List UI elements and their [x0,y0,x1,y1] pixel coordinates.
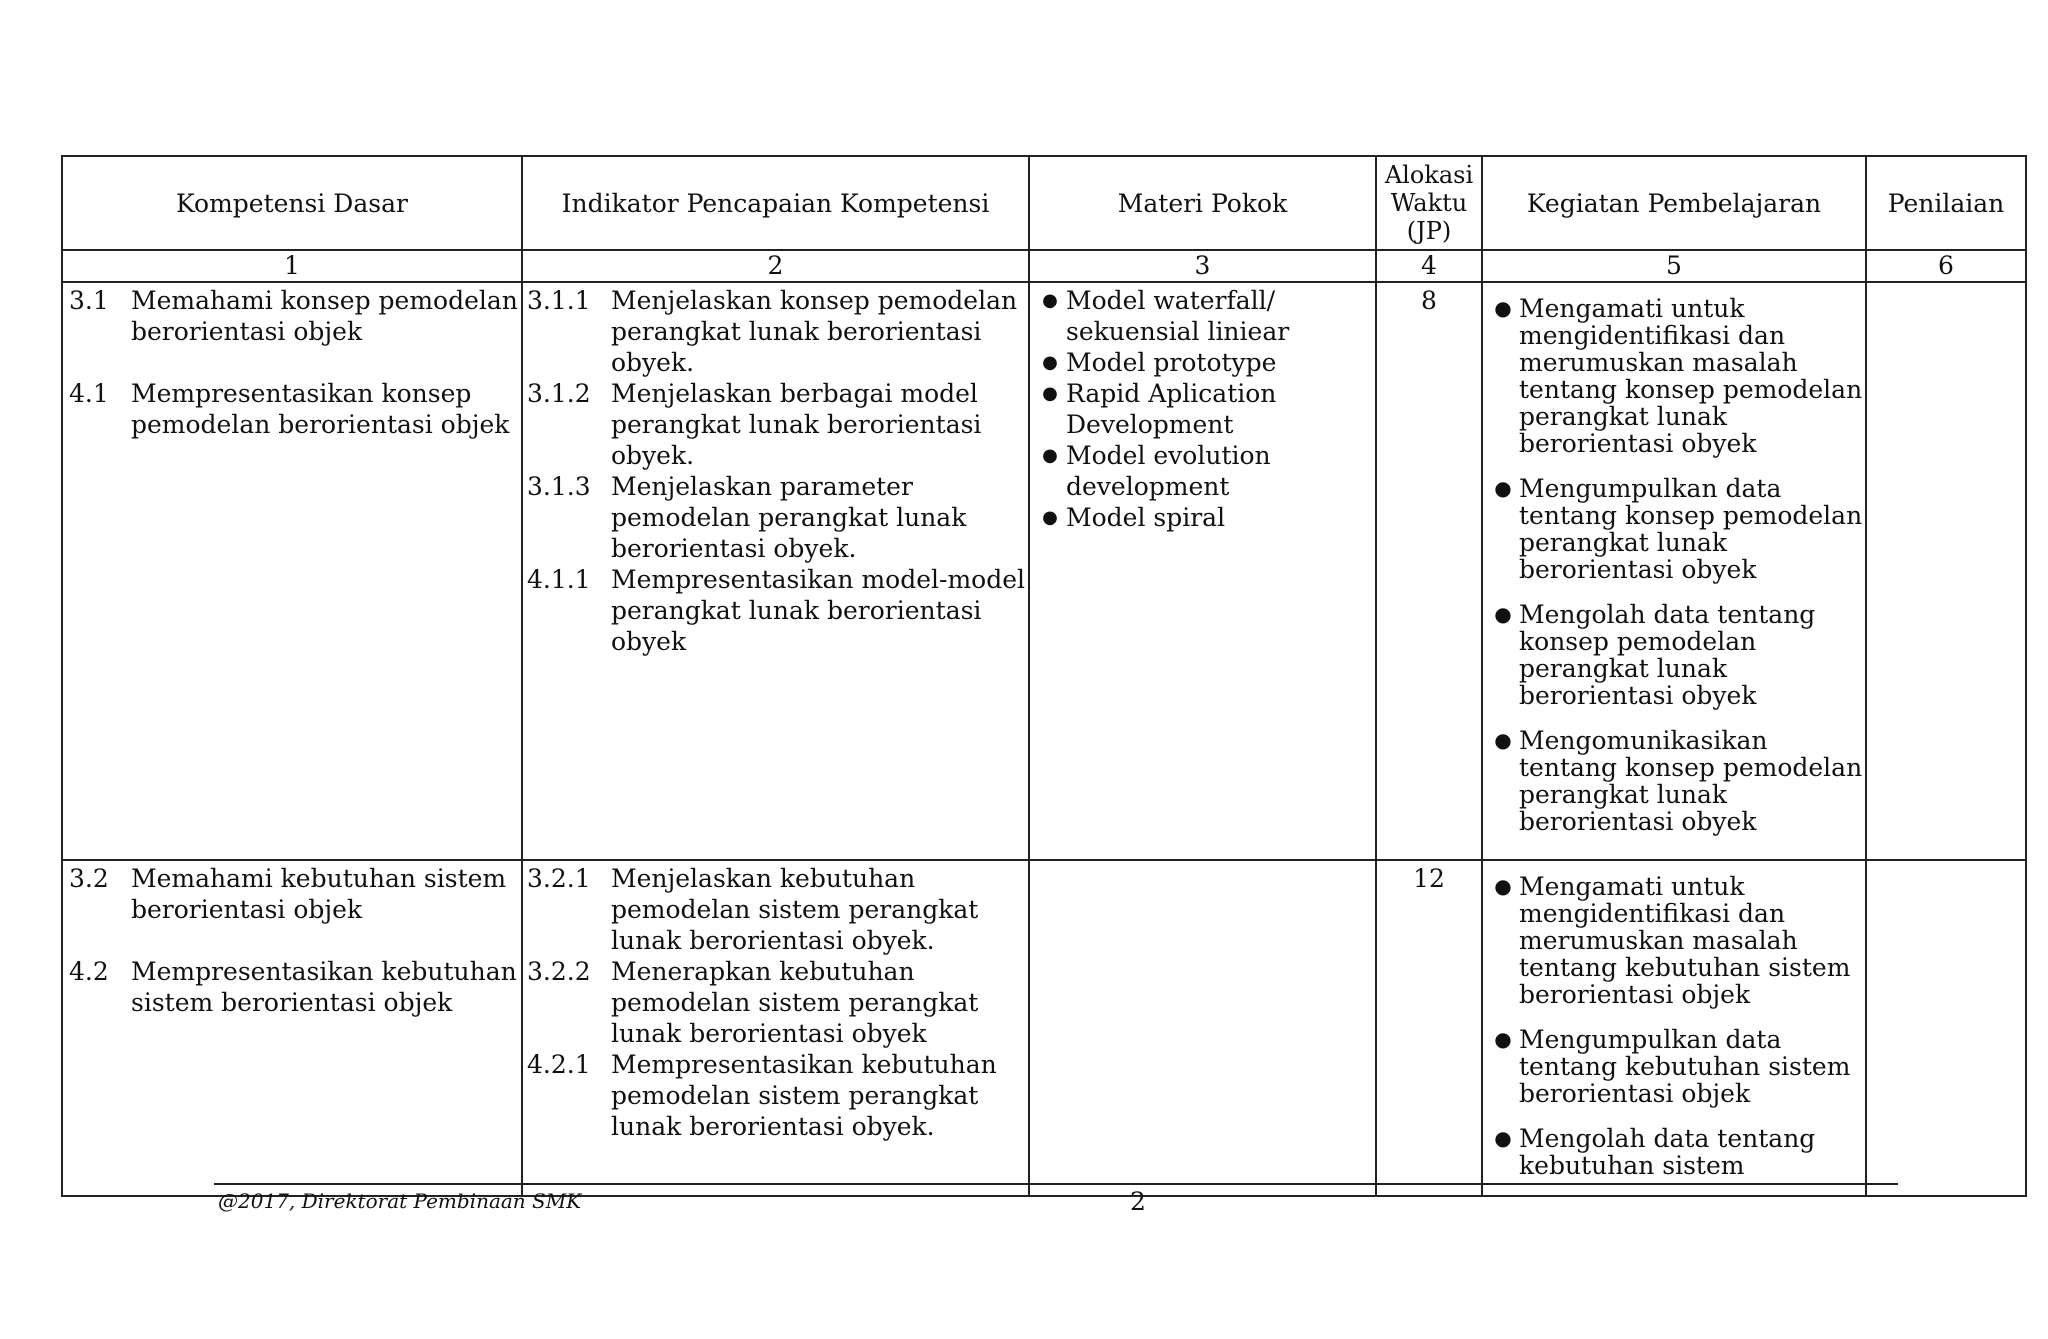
list-item [1487,1125,1865,1179]
indikator-number: 3.2.2 [527,957,591,986]
bullet-icon: ● [1494,874,1512,898]
list-item [1487,475,1865,583]
kegiatan-cell [1482,282,1866,860]
header-row [62,156,2026,250]
indikator-item [523,564,1028,657]
bullet-icon: ● [1042,290,1058,311]
column-number: 4 [1376,250,1482,282]
list-item [1487,873,1865,1008]
kd-item [63,863,521,925]
indikator-number: 3.1.2 [527,379,591,408]
list-item [1487,727,1865,835]
kd-cell [62,860,522,1196]
indikator-item [523,471,1028,564]
column-number: 5 [1482,250,1866,282]
header-alokasi-line3: (JP) [1406,217,1452,245]
table-row [62,282,2026,860]
alokasi-cell [1376,860,1482,1196]
header-penilaian: Penilaian [1866,156,2026,250]
kegiatan-text: Mengamati untuk mengidentifikasi dan merumuskan masalah tentang kebutuhan sistem berorientasi objek [1519,872,1851,1009]
indikator-text: Mempresentasikan kebutuhan pemodelan sistem perangkat lunak berorientasi obyek. [611,1050,997,1141]
indikator-item [523,285,1028,378]
materi-text: Model prototype [1066,348,1277,377]
list-item [1487,1026,1865,1107]
alokasi-cell [1376,282,1482,860]
bullet-icon: ● [1494,476,1512,500]
kd-text: Memahami kebutuhan sistem berorientasi objek [131,864,507,924]
bullet-icon: ● [1042,507,1058,528]
header-alokasi-waktu [1376,156,1482,250]
footer-copyright: @2017, Direktorat Pembinaan SMK [218,1189,582,1213]
penilaian-value [1867,283,2025,847]
bullet-icon: ● [1494,602,1512,626]
alokasi-value: 12 [1413,864,1445,893]
indikator-number: 4.2.1 [527,1050,591,1079]
indikator-item [523,956,1028,1049]
bullet-icon: ● [1494,1126,1512,1150]
bullet-icon: ● [1042,383,1058,404]
kegiatan-text: Mengamati untuk mengidentifikasi dan merumuskan masalah tentang konsep pemodelan perangkat lunak berorientasi obyek [1519,294,1863,458]
column-number: 6 [1866,250,2026,282]
kd-item [63,956,521,1018]
materi-text: Rapid Aplication Development [1066,379,1277,439]
indikator-cell [522,860,1029,1196]
kd-text: Memahami konsep pemodelan berorientasi objek [131,286,518,346]
indikator-number: 4.1.1 [527,565,591,594]
indikator-item [523,378,1028,471]
page-number: 2 [1130,1187,1146,1216]
bullet-icon: ● [1494,1027,1512,1051]
kd-item [63,285,521,347]
list-item [1034,285,1375,347]
indikator-number: 3.1.3 [527,472,591,501]
table-row [62,860,2026,1196]
indikator-text: Mempresentasikan model-model perangkat lunak berorientasi obyek [611,565,1026,656]
penilaian-value [1867,861,2025,1183]
materi-cell [1029,282,1376,860]
column-number: 1 [62,250,522,282]
footer-divider [214,1183,1898,1185]
kd-number: 4.2 [69,957,109,986]
materi-text: Model waterfall/ sekuensial liniear [1066,286,1290,346]
kd-cell [62,282,522,860]
indikator-text: Menjelaskan parameter pemodelan perangkat lunak berorientasi obyek. [611,472,967,563]
header-alokasi-line1: Alokasi [1384,161,1474,189]
header-indikator: Indikator Pencapaian Kompetensi [522,156,1029,250]
alokasi-value: 8 [1421,286,1437,315]
kegiatan-list [1487,873,1865,1179]
materi-text: Model evolution development [1066,441,1271,501]
kd-number: 3.2 [69,864,109,893]
bullet-icon: ● [1494,728,1512,752]
kegiatan-list [1487,295,1865,835]
penilaian-cell [1866,282,2026,860]
kegiatan-text: Mengolah data tentang kebutuhan sistem [1519,1124,1816,1180]
indikator-number: 3.2.1 [527,864,591,893]
kd-text: Mempresentasikan konsep pemodelan berorientasi objek [131,379,510,439]
indikator-text: Menjelaskan konsep pemodelan perangkat lunak berorientasi obyek. [611,286,1018,377]
list-item [1487,295,1865,457]
header-kompetensi-dasar: Kompetensi Dasar [62,156,522,250]
list-item [1487,601,1865,709]
kegiatan-text: Mengumpulkan data tentang konsep pemodelan perangkat lunak berorientasi obyek [1519,474,1863,584]
indikator-text: Menerapkan kebutuhan pemodelan sistem perangkat lunak berorientasi obyek [611,957,979,1048]
indikator-item [523,1049,1028,1142]
indikator-text: Menjelaskan berbagai model perangkat lunak berorientasi obyek. [611,379,982,470]
materi-text: Model spiral [1066,503,1226,532]
indikator-item [523,863,1028,956]
kegiatan-cell [1482,860,1866,1196]
bullet-icon: ● [1042,445,1058,466]
kegiatan-text: Mengomunikasikan tentang konsep pemodelan perangkat lunak berorientasi obyek [1519,726,1863,836]
list-item [1034,378,1375,440]
syllabus-table [61,155,2027,1197]
kegiatan-text: Mengolah data tentang konsep pemodelan perangkat lunak berorientasi obyek [1519,600,1816,710]
kd-number: 4.1 [69,379,109,408]
header-materi-pokok: Materi Pokok [1029,156,1376,250]
column-number: 2 [522,250,1029,282]
list-item [1034,347,1375,378]
materi-cell [1029,860,1376,1196]
header-alokasi-line2: Waktu [1390,189,1468,217]
bullet-icon: ● [1042,352,1058,373]
kd-text: Mempresentasikan kebutuhan sistem berorientasi objek [131,957,517,1017]
penilaian-cell [1866,860,2026,1196]
bullet-icon: ● [1494,296,1512,320]
list-item [1034,502,1375,533]
kegiatan-text: Mengumpulkan data tentang kebutuhan sistem berorientasi objek [1519,1025,1851,1108]
indikator-cell [522,282,1029,860]
indikator-text: Menjelaskan kebutuhan pemodelan sistem perangkat lunak berorientasi obyek. [611,864,979,955]
kd-item [63,378,521,440]
list-item [1034,440,1375,502]
indikator-number: 3.1.1 [527,286,591,315]
header-kegiatan: Kegiatan Pembelajaran [1482,156,1866,250]
column-number: 3 [1029,250,1376,282]
column-number-row [62,250,2026,282]
kd-number: 3.1 [69,286,109,315]
materi-list [1034,285,1375,533]
